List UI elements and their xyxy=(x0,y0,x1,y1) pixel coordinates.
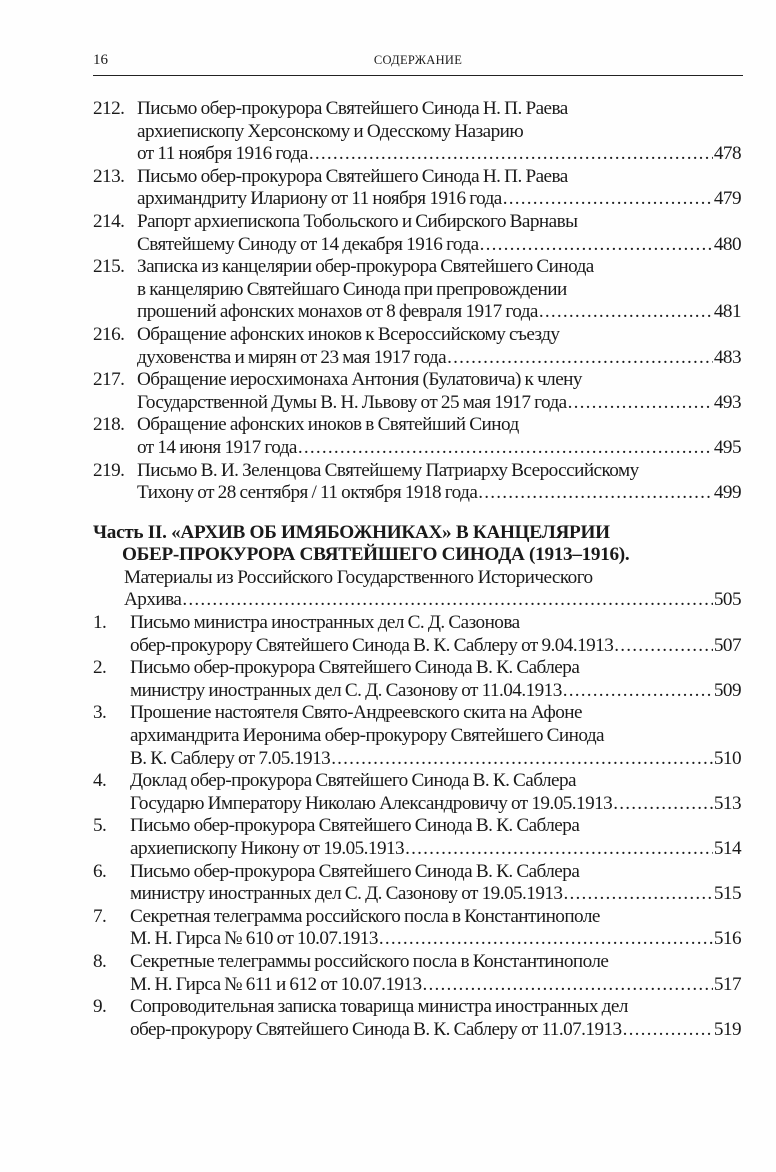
page-ref: 481 xyxy=(713,301,741,323)
entry-line: Обращение иеросхимонаха Антония (Булатовича) к члену xyxy=(137,369,582,391)
entry-line: Письмо обер-прокурора Святейшего Синода В. К. Саблера xyxy=(130,860,580,882)
entry-last-line xyxy=(137,234,741,257)
part2-entries xyxy=(93,612,741,1041)
entry-number: 3. xyxy=(93,702,107,724)
entry-number: 213. xyxy=(93,165,125,187)
entry-title-end: от 14 июня 1917 года xyxy=(137,436,297,458)
entry-title-end: духовенства и мирян от 23 мая 1917 года xyxy=(137,346,447,368)
page-ref: 479 xyxy=(713,188,741,210)
toc-entry[interactable] xyxy=(93,369,741,414)
part2-heading-line2: ОБЕР-ПРОКУРОРА СВЯТЕЙШЕГО СИНОДА (1913–1916). xyxy=(122,544,630,566)
entry-text xyxy=(93,996,741,1041)
entry-number: 2. xyxy=(93,657,107,679)
entry-text xyxy=(93,166,741,211)
dot-leader xyxy=(539,301,713,324)
toc-entry[interactable] xyxy=(93,861,741,906)
entry-last-line xyxy=(130,748,741,771)
entry-line: Прошение настоятеля Свято-Андреевского скита на Афоне xyxy=(130,702,582,724)
entry-number: 217. xyxy=(93,369,125,391)
dot-leader xyxy=(309,143,713,166)
part2-heading[interactable] xyxy=(93,522,741,567)
dot-leader xyxy=(503,188,713,211)
entry-line: Письмо обер-прокурора Святейшего Синода В. К. Саблера xyxy=(130,657,580,679)
entry-text xyxy=(93,906,741,951)
toc-entry[interactable] xyxy=(93,256,741,324)
entry-number: 6. xyxy=(93,860,107,882)
toc-entry[interactable] xyxy=(93,166,741,211)
entry-text xyxy=(93,414,741,459)
entry-line: архимандрита Иеронима обер-прокурору Святейшего Синода xyxy=(130,725,604,747)
dot-leader xyxy=(480,234,713,257)
dot-leader xyxy=(182,589,713,612)
entry-line: Сопроводительная записка товарища министра иностранных дел xyxy=(130,996,628,1018)
dot-leader xyxy=(613,793,713,816)
entry-title-end: М. Н. Гирса № 611 и 612 от 10.07.1913 xyxy=(130,973,422,995)
entry-line: Письмо В. И. Зеленцова Святейшему Патриарху Всероссийскому xyxy=(137,459,639,481)
entry-text xyxy=(93,657,741,702)
entry-last-line xyxy=(137,482,741,505)
page-ref: 514 xyxy=(713,838,741,859)
entry-text xyxy=(93,612,741,657)
entry-number: 212. xyxy=(93,98,125,119)
entry-number: 214. xyxy=(93,210,125,232)
entry-title-end: обер-прокурору Святейшего Синода В. К. Саблеру от 11.07.1913 xyxy=(130,1018,622,1040)
entry-number: 4. xyxy=(93,770,107,792)
entry-title-end: Государственной Думы В. Н. Львову от 25 мая 1917 года xyxy=(137,391,567,413)
toc-entry[interactable] xyxy=(93,815,741,860)
dot-leader xyxy=(478,482,713,505)
entry-last-line xyxy=(137,301,741,324)
entry-line: Обращение афонских иноков в Святейший Синод xyxy=(137,414,519,436)
dot-leader xyxy=(614,635,713,658)
running-title: СОДЕРЖАНИЕ xyxy=(373,53,463,67)
entry-text xyxy=(93,702,741,770)
part2-heading-line1: Часть II. «АРХИВ ОБ ИМЯБОЖНИКАХ» В КАНЦЕЛЯРИИ xyxy=(93,521,610,543)
toc-entry[interactable] xyxy=(93,460,741,505)
entry-line: Письмо министра иностранных дел С. Д. Сазонова xyxy=(130,612,520,634)
entry-title-end: В. К. Саблеру от 7.05.1913 xyxy=(130,747,331,769)
entry-last-line xyxy=(137,347,741,370)
page-number: 16 xyxy=(93,52,108,68)
entry-title-end: архиепископу Никону от 19.05.1913 xyxy=(130,838,405,859)
entry-title-end: министру иностранных дел С. Д. Сазонову от 11.04.1913 xyxy=(130,679,562,701)
entry-title-end: министру иностранных дел С. Д. Сазонову от 19.05.1913 xyxy=(130,883,563,905)
entry-title-end: от 11 ноября 1916 года xyxy=(137,143,308,165)
page-ref: 507 xyxy=(713,634,741,656)
table-of-contents xyxy=(93,98,741,1041)
entry-last-line xyxy=(130,928,741,951)
entry-last-line xyxy=(130,680,741,703)
entry-number: 9. xyxy=(93,996,107,1018)
entry-last-line xyxy=(130,838,741,861)
toc-entry[interactable] xyxy=(93,324,741,369)
entry-number: 1. xyxy=(93,612,107,634)
entry-number: 7. xyxy=(93,905,107,927)
dot-leader xyxy=(423,974,713,997)
page-ref: 499 xyxy=(713,482,741,504)
dot-leader xyxy=(379,928,713,951)
entry-last-line xyxy=(137,188,741,211)
toc-entry[interactable] xyxy=(93,211,741,256)
entry-line: Письмо обер-прокурора Святейшего Синода Н. П. Раева xyxy=(137,98,568,119)
entry-last-line xyxy=(137,143,741,166)
entry-line: в канцелярию Святейшаго Синода при препровождении xyxy=(137,278,567,300)
entry-title-end: Тихону от 28 сентября / 11 октября 1918 года xyxy=(137,482,478,504)
entry-line: Секретная телеграмма российского посла в Константинополе xyxy=(130,905,600,927)
page-ref: 505 xyxy=(713,589,741,611)
entry-last-line xyxy=(130,974,741,997)
dot-leader xyxy=(568,392,713,415)
entry-number: 215. xyxy=(93,256,125,278)
toc-entry[interactable] xyxy=(93,657,741,702)
entry-number: 8. xyxy=(93,950,107,972)
toc-entry[interactable] xyxy=(93,702,741,770)
entry-title-end: прошений афонских монахов от 8 февраля 1917 года xyxy=(137,301,538,323)
entry-line: Обращение афонских иноков к Всероссийскому съезду xyxy=(137,323,560,345)
entry-last-line xyxy=(137,437,741,460)
entry-number: 216. xyxy=(93,323,125,345)
entry-text xyxy=(93,211,741,256)
part2-section xyxy=(93,522,741,1042)
dot-leader xyxy=(298,437,713,460)
dot-leader xyxy=(563,883,712,906)
page-ref: 495 xyxy=(713,436,741,458)
entry-text xyxy=(93,324,741,369)
entry-title-end: обер-прокурору Святейшего Синода В. К. Саблеру от 9.04.1913 xyxy=(130,634,614,656)
entry-title-end: М. Н. Гирса № 610 от 10.07.1913 xyxy=(130,928,378,950)
entry-line: Секретные телеграммы российского посла в Константинополе xyxy=(130,950,609,972)
entry-title-end: Государю Императору Николаю Александровичу от 19.05.1913 xyxy=(130,792,613,814)
part2-subtitle[interactable] xyxy=(93,567,741,612)
entry-last-line xyxy=(137,392,741,415)
page-ref: 513 xyxy=(713,792,741,814)
entry-line: Письмо обер-прокурора Святейшего Синода В. К. Саблера xyxy=(130,815,580,837)
running-head xyxy=(93,52,743,72)
entry-text xyxy=(93,770,741,815)
page-ref: 510 xyxy=(713,747,741,769)
toc-entry[interactable] xyxy=(93,414,741,459)
page-ref: 478 xyxy=(713,143,741,165)
toc-entry[interactable] xyxy=(93,906,741,951)
entry-text xyxy=(93,460,741,505)
entry-last-line xyxy=(130,793,741,816)
toc-entry[interactable] xyxy=(93,612,741,657)
entry-title-end: архимандриту Илариону от 11 ноября 1916 года xyxy=(137,188,502,210)
entry-line: Письмо обер-прокурора Святейшего Синода Н. П. Раева xyxy=(137,165,568,187)
dot-leader xyxy=(405,838,713,861)
entry-text xyxy=(93,861,741,906)
page-ref: 517 xyxy=(713,973,741,995)
entry-text xyxy=(93,256,741,324)
page-ref: 493 xyxy=(713,391,741,413)
part2-subtitle-text: Архива xyxy=(124,589,182,611)
entry-last-line xyxy=(130,1019,741,1042)
page-ref: 519 xyxy=(713,1018,741,1040)
entry-line: Рапорт архиепископа Тобольского и Сибирского Варнавы xyxy=(137,210,578,232)
entry-line: архиепископу Херсонскому и Одесскому Назарию xyxy=(137,120,524,142)
entry-text xyxy=(93,369,741,414)
toc-entry[interactable] xyxy=(93,770,741,815)
part2-subtitle-last-line xyxy=(124,589,741,612)
page-ref: 515 xyxy=(713,883,741,905)
entry-line: Доклад обер-прокурора Святейшего Синода В. К. Саблера xyxy=(130,770,577,792)
entry-text xyxy=(93,815,741,860)
dot-leader xyxy=(623,1019,713,1042)
entry-text xyxy=(93,951,741,996)
entry-text xyxy=(93,98,741,166)
page-ref: 483 xyxy=(713,346,741,368)
toc-entry[interactable] xyxy=(93,951,741,996)
dot-leader xyxy=(447,347,713,370)
toc-entry[interactable] xyxy=(93,996,741,1041)
entry-title-end: Святейшему Синоду от 14 декабря 1916 года xyxy=(137,233,479,255)
entry-line: Записка из канцелярии обер-прокурора Святейшего Синода xyxy=(137,256,594,278)
dot-leader xyxy=(331,748,713,771)
toc-entry[interactable] xyxy=(93,98,741,166)
part2-subtitle-line: Материалы из Российского Государственного Исторического xyxy=(124,566,593,588)
entry-last-line xyxy=(130,883,741,906)
page-ref: 480 xyxy=(713,233,741,255)
entry-number: 218. xyxy=(93,414,125,436)
part1-entries xyxy=(93,98,741,505)
entry-last-line xyxy=(130,635,741,658)
page-ref: 516 xyxy=(713,928,741,950)
header-rule xyxy=(93,75,743,76)
entry-number: 219. xyxy=(93,459,125,481)
entry-number: 5. xyxy=(93,815,107,837)
page-ref: 509 xyxy=(713,679,741,701)
dot-leader xyxy=(563,680,713,703)
